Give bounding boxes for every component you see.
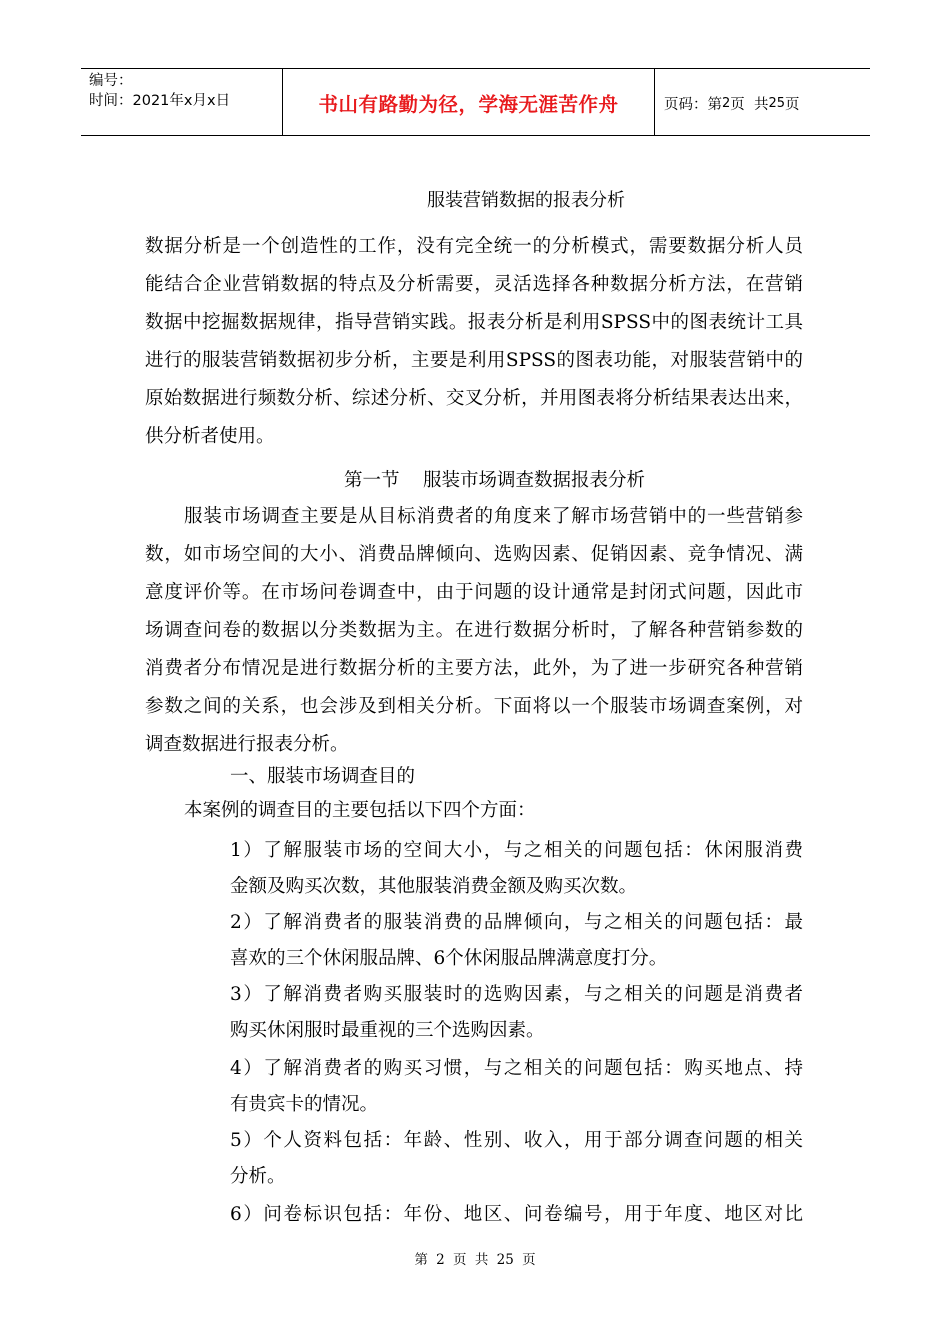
purpose-item-line: 2）了解消费者的服装消费的品牌倾向，与之相关的问题包括：最 [230,912,803,933]
section-line: 数，如市场空间的大小、消费品牌倾向、选购因素、促销因素、竞争情况、满 [145,544,803,565]
page-footer: 第 2 页 共 25 页 [414,1252,536,1268]
purpose-item-line: 3）了解消费者购买服装时的选购因素，与之相关的问题是消费者 [230,984,803,1005]
page-label: 页码：第 [664,96,722,113]
purpose-item-line: 喜欢的三个休闲服品牌、6个休闲服品牌满意度打分。 [230,948,668,969]
header-motto: 书山有路勤为径，学海无涯苦作舟 [282,69,655,135]
page-total: 25 [768,95,786,111]
intro-line: 数据分析是一个创造性的工作，没有完全统一的分析模式，需要数据分析人员 [145,236,803,257]
header-page-number [655,69,870,135]
purpose-item-line: 金额及购买次数，其他服装消费金额及购买次数。 [230,876,638,897]
intro-line: 原始数据进行频数分析、综述分析、交叉分析，并用图表将分析结果表达出来， [145,388,803,409]
intro-line: 供分析者使用。 [145,426,275,447]
purpose-item-line: 6）问卷标识包括：年份、地区、问卷编号，用于年度、地区对比 [230,1204,803,1225]
purpose-item-line: 1）了解服装市场的空间大小，与之相关的问题包括：休闲服消费 [230,840,803,861]
purpose-item-line: 分析。 [230,1166,286,1187]
intro-line: 能结合企业营销数据的特点及分析需要，灵活选择各种数据分析方法，在营销 [145,274,803,295]
section-line: 参数之间的关系，也会涉及到相关分析。下面将以一个服装市场调查案例，对 [145,696,803,717]
page-current: 2 [722,95,731,111]
section-line: 消费者分布情况是进行数据分析的主要方法，此外，为了进一步研究各种营销 [145,658,803,679]
section-line: 调查数据进行报表分析。 [145,734,349,755]
page-mid: 页 共 [730,96,769,113]
purpose-item-line: 4）了解消费者的购买习惯，与之相关的问题包括：购买地点、持 [230,1058,803,1079]
intro-line: 进行的服装营销数据初步分析，主要是利用SPSS的图表功能，对服装营销中的 [145,350,803,371]
header-meta [81,69,282,135]
document-title: 服装营销数据的报表分析 [427,190,625,211]
section-line: 场调查问卷的数据以分类数据为主。在进行数据分析时，了解各种营销参数的 [145,620,803,641]
section-line: 服装市场调查主要是从目标消费者的角度来了解市场营销中的一些营销参 [184,506,803,527]
serial-label: 编号： [89,73,133,89]
purpose-item-line: 购买休闲服时最重视的三个选购因素。 [230,1020,545,1041]
purpose-item-line: 有贵宾卡的情况。 [230,1094,379,1115]
section-title: 第一节 服装市场调查数据报表分析 [344,470,646,491]
intro-line: 数据中挖掘数据规律，指导营销实践。报表分析是利用SPSS中的图表统计工具 [145,312,803,333]
time-label: 时间：2021年x月x日 [89,93,231,109]
page-end: 页 [785,96,800,113]
subsection-intro: 本案例的调查目的主要包括以下四个方面： [184,800,536,821]
page-header [81,68,870,136]
subsection-title: 一、服装市场调查目的 [230,766,416,787]
purpose-item-line: 5）个人资料包括：年龄、性别、收入，用于部分调查问题的相关 [230,1130,803,1151]
section-line: 意度评价等。在市场问卷调查中，由于问题的设计通常是封闭式问题，因此市 [145,582,803,603]
